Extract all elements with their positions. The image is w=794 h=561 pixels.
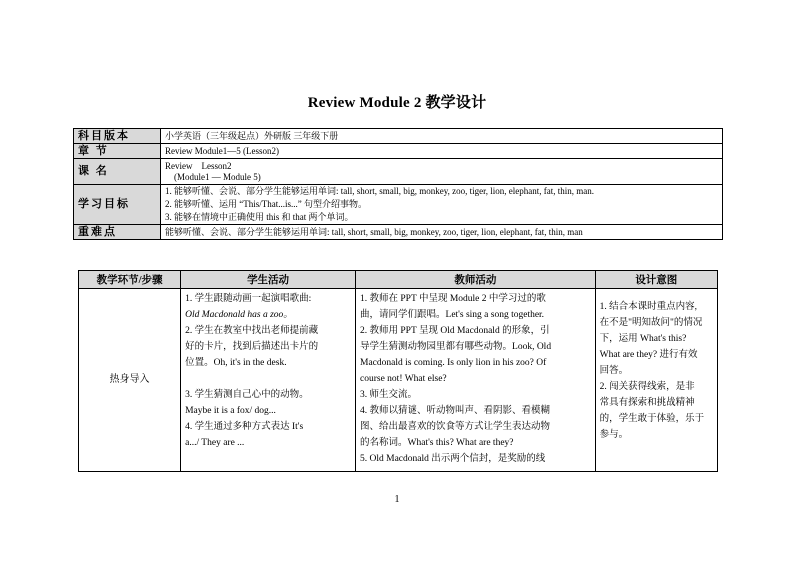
design-intent-cell: [595, 289, 717, 472]
header-student: 学生活动: [181, 271, 356, 289]
info-value: 能够听懂、会说、部分学生能够运用单词: tall, short, small, big, monkey, zoo, tiger, lion, elephant, fat, thin, man: [165, 226, 583, 237]
intent-line: 常具有探索和挑战精神: [599, 398, 695, 408]
intent-line: 2. 闯关获得线索，是非: [599, 382, 695, 392]
student-line: 好的卡片，找到后描述出卡片的: [185, 342, 319, 352]
objective-item: 2. 能够听懂、运用 “This/That...is...” 句型介绍事物。: [165, 199, 367, 209]
info-value: 小学英语（三年级起点）外研版 三年级下册: [165, 130, 339, 141]
teacher-activity-cell: [356, 289, 596, 472]
info-row-lesson: [74, 159, 723, 185]
intent-line: What are they? 进行有效: [599, 350, 698, 360]
info-row-objectives: [74, 185, 723, 225]
info-value: (Module1 — Module 5): [165, 171, 261, 182]
teacher-line: 导学生猜测动物园里都有哪些动物。Look, Old: [360, 342, 552, 352]
intent-line: [600, 291, 713, 299]
student-line: 位置。Oh, it's in the desk.: [185, 358, 287, 368]
song-title: Old Macdonald has a zoo。: [185, 310, 293, 320]
info-value: Review Module1—5 (Lesson2): [165, 145, 279, 156]
student-line: 4. 学生通过多种方式表达 It's: [185, 422, 304, 432]
plan-header-row: [79, 271, 718, 289]
stage-cell: 热身导入: [79, 289, 181, 472]
student-line: [185, 371, 351, 387]
course-info-table: [73, 128, 723, 240]
info-value: Review Lesson2: [165, 160, 232, 171]
teacher-line: 3. 师生交流。: [360, 390, 418, 400]
info-label: 章 节: [74, 144, 161, 159]
lesson-plan-table: [78, 270, 718, 472]
student-line: Maybe it is a fox/ dog...: [185, 406, 276, 416]
info-row-subject: [74, 129, 723, 144]
header-intent: 设计意图: [595, 271, 717, 289]
student-line: 3. 学生猜测自己心中的动物。: [185, 390, 309, 400]
student-line: a.../ They are ...: [185, 438, 245, 448]
document-title: Review Module 2 教学设计: [307, 95, 487, 111]
teacher-line: course not! What else?: [360, 374, 447, 384]
header-stage: 教学环节/步骤: [79, 271, 181, 289]
teacher-line: Macdonald is coming. Is only lion in his zoo? Of: [360, 358, 547, 368]
intent-line: 回答。: [599, 366, 629, 376]
plan-row-warmup: [79, 289, 718, 472]
info-row-chapter: [74, 144, 723, 159]
intent-line: 下，运用 What's this?: [599, 334, 687, 344]
info-row-key-points: [74, 225, 723, 240]
intent-line: 参与。: [599, 430, 629, 440]
header-teacher: 教师活动: [356, 271, 596, 289]
info-label: 科目版本: [74, 129, 161, 144]
teacher-line: 的名称词。What's this? What are they?: [360, 438, 514, 448]
info-label: 学习目标: [74, 185, 161, 225]
intent-line: 1. 结合本课时重点内容,: [599, 302, 698, 312]
teacher-line: 图、给出最喜欢的饮食等方式让学生表达动物: [360, 422, 551, 432]
teacher-line: 2. 教师用 PPT 呈现 Old Macdonald 的形象，引: [360, 326, 550, 336]
page-number: 1: [394, 494, 400, 505]
info-label: 重难点: [74, 225, 161, 240]
teacher-line: 5. Old Macdonald 出示两个信封，是奖励的线: [360, 454, 546, 464]
teacher-line: 曲，请同学们跟唱。Let's sing a song together.: [360, 310, 545, 320]
info-label: 课 名: [74, 159, 161, 185]
student-activity-cell: [181, 289, 356, 472]
student-line: 2. 学生在教室中找出老师提前藏: [185, 326, 319, 336]
intent-line: 的，学生敢于体验，乐于: [599, 414, 705, 424]
objective-item: 1. 能够听懂、会说、部分学生能够运用单词: tall, short, small, big, monkey, zoo, tiger, lion, elephant, fat, thin, man.: [165, 186, 595, 196]
student-line: 1. 学生跟随动画一起演唱歌曲:: [185, 294, 312, 304]
teacher-line: 4. 教师以猜谜、听动物叫声、看阴影、看模糊: [360, 406, 551, 416]
intent-line: 在不是"明知故问"的情况: [599, 318, 703, 328]
teacher-line: 1. 教师在 PPT 中呈现 Module 2 中学习过的歌: [360, 294, 546, 304]
objective-item: 3. 能够在情境中正确使用 this 和 that 两个单词。: [165, 212, 354, 222]
